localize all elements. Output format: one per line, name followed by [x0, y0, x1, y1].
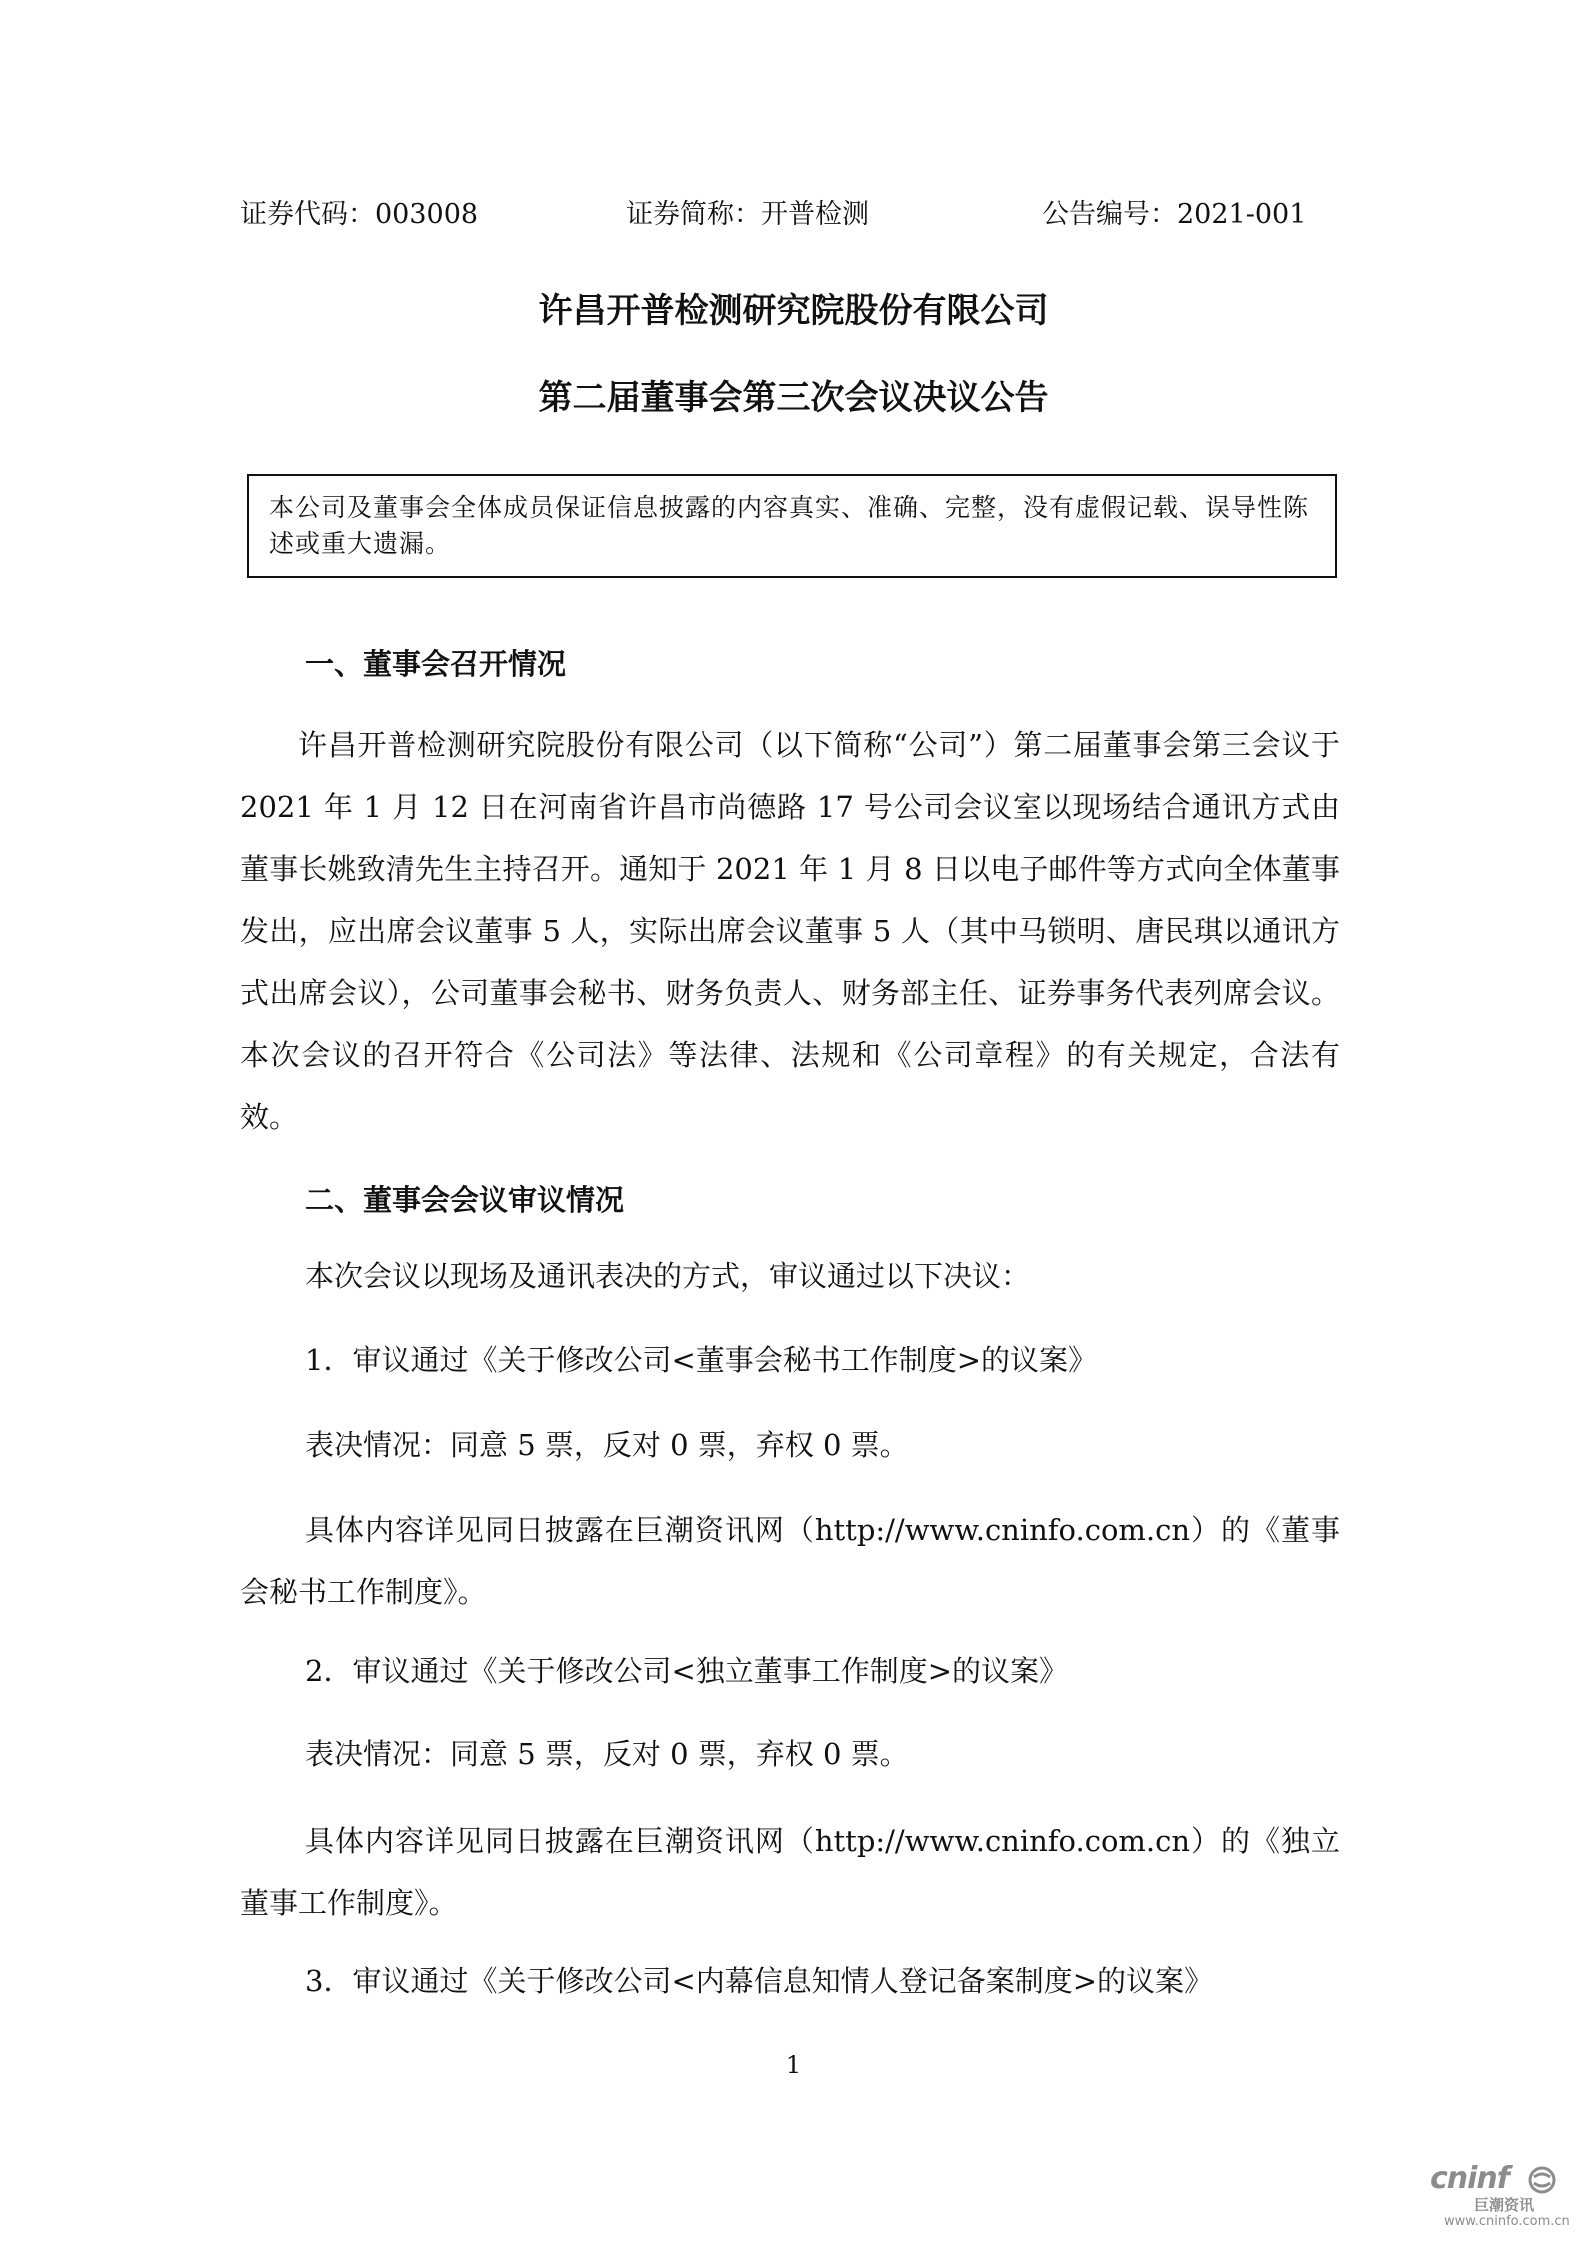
resolution-1-vote: 表决情况：同意 5 票，反对 0 票，弃权 0 票。	[305, 1428, 909, 1462]
resolution-2-vote: 表决情况：同意 5 票，反对 0 票，弃权 0 票。	[305, 1737, 909, 1771]
section-heading-review: 二、董事会会议审议情况	[305, 1183, 625, 1217]
resolution-2-title: 2．审议通过《关于修改公司<独立董事工作制度>的议案》	[305, 1654, 1069, 1688]
meeting-paragraph: 许昌开普检测研究院股份有限公司（以下简称“公司”）第二届董事会第三会议于 2021 年 1 月 12 日在河南省许昌市尚德路 17 号公司会议室以现场结合通讯方式由董事长姚致清先生主持召开。通知于 2021 年 1 月 8 日以电子邮件等方式向全体董事发出，应出席会议董事 5 人，实际出席会议董事 5 人（其中马锁明、唐民琪以通讯方式出席会议），公司董事会秘书、财务负责人、财务部主任、证券事务代表列席会议。本次会议的召开符合《公司法》等法律、法规和《公司章程》的有关规定，合法有效。	[240, 728, 1340, 1134]
cninfo-logo	[1430, 2161, 1570, 2232]
stock-code: 证券代码：003008	[240, 199, 479, 230]
section-heading-meeting: 一、董事会召开情况	[305, 647, 567, 681]
review-intro: 本次会议以现场及通讯表决的方式，审议通过以下决议：	[305, 1259, 1031, 1293]
announcement-title: 第二届董事会第三次会议决议公告	[538, 378, 1049, 418]
logo-wordmark: cninf	[1430, 2161, 1509, 2196]
company-title: 许昌开普检测研究院股份有限公司	[538, 291, 1049, 331]
disclosure-notice: 本公司及董事会全体成员保证信息披露的内容真实、准确、完整，没有虚假记载、误导性陈述或重大遗漏。	[247, 474, 1337, 578]
page-number: 1	[785, 2051, 802, 2079]
resolution-1-detail: 具体内容详见同日披露在巨潮资讯网（http://www.cninfo.com.cn）的《董事会秘书工作制度》。	[240, 1513, 1340, 1609]
resolution-2-detail: 具体内容详见同日披露在巨潮资讯网（http://www.cninfo.com.cn）的《独立董事工作制度》。	[240, 1824, 1340, 1920]
stock-name: 证券简称：开普检测	[626, 199, 869, 230]
resolution-3-title: 3．审议通过《关于修改公司<内幕信息知情人登记备案制度>的议案》	[305, 1964, 1214, 1998]
logo-chinese-name: 巨潮资讯	[1474, 2196, 1535, 2214]
announcement-number: 公告编号：2021-001	[1042, 199, 1307, 230]
document-header	[240, 195, 1307, 235]
cninfo-mark-icon	[1528, 2166, 1556, 2194]
resolution-1-title: 1．审议通过《关于修改公司<董事会秘书工作制度>的议案》	[305, 1343, 1098, 1377]
logo-url: www.cninfo.com.cn	[1444, 2214, 1570, 2229]
